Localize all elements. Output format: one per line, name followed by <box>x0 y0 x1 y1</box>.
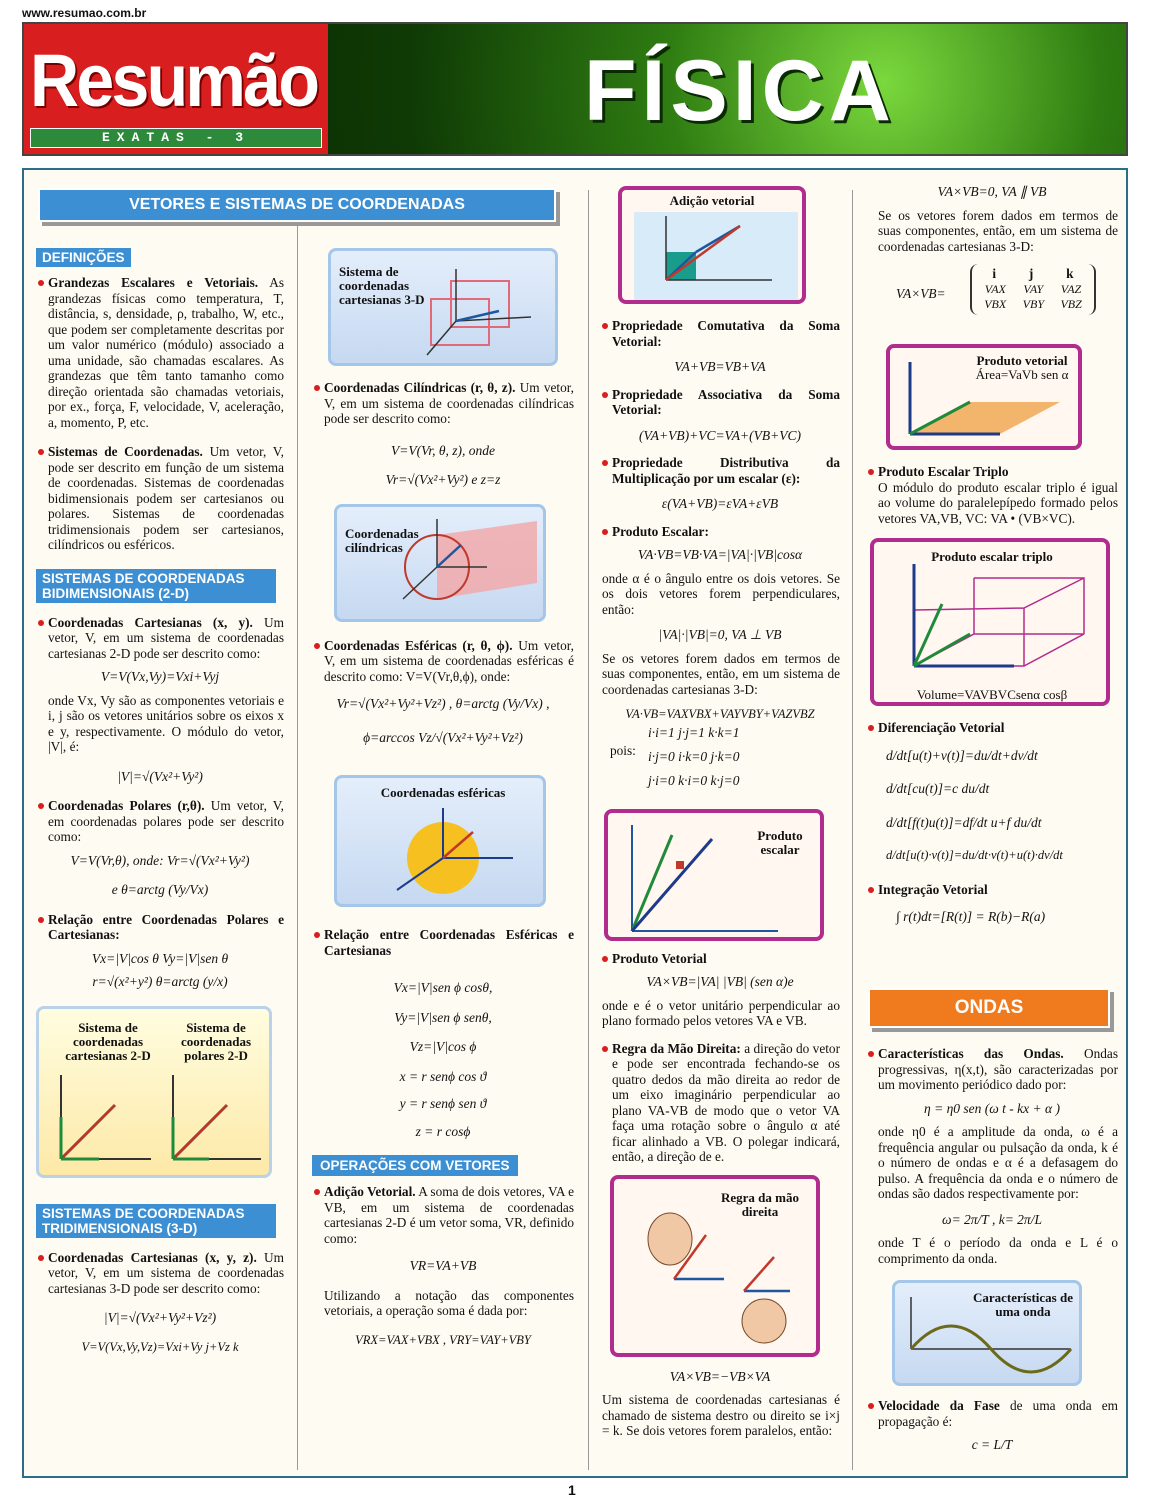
figure-dot-drawing <box>608 813 824 941</box>
equation: y = r senϕ sen ϑ <box>399 1096 487 1111</box>
bullet-spherical-cartesian: Relação entre Coordenadas Esféricas e Cartesianas <box>312 927 574 958</box>
equation: V=V(Vr,θ), onde: Vr=√(Vx²+Vy²) <box>70 852 250 868</box>
figure-3d-cartesian <box>328 248 558 366</box>
determinant-matrix: i j k VAX VAY VAZ VBX VBY VBZ <box>970 264 1096 315</box>
column-4-waves <box>866 1046 1118 1461</box>
column-1 <box>36 248 284 1363</box>
figure-2d-systems <box>36 1006 272 1178</box>
unit-vector-products: pois: i·i=1 j·j=1 k·k=1 i·j=0 i·k=0 j·k=0 j·i=0 k·i=0 k·j=0 <box>610 724 740 788</box>
equation: |V|=√(Vx²+Vy²+Vz²) <box>103 1310 217 1325</box>
figure-title: Sistema de coordenadas polares 2-D <box>180 1019 252 1063</box>
figure-addition-drawing <box>622 190 806 304</box>
bullet-vector-differentiation: Diferenciação Vetorial <box>866 720 1118 736</box>
equation: Vx=|V|sen ϕ cosθ, <box>393 980 493 995</box>
text-block: Se os vetores forem dados em termos de suas componentes, então, em um sistema de coordenadas cartesianas 3-D: <box>602 650 840 697</box>
column-divider <box>852 190 853 1470</box>
subheading-2d: SISTEMAS DE COORDENADAS BIDIMENSIONAIS (2-D) <box>36 569 276 603</box>
bullet-spherical: Coordenadas Esféricas (r, θ, ϕ). Um vetor, V, em um sistema de coordenadas esféricas é descrito como: V=V(Vr,θ,ϕ), onde: <box>312 638 574 685</box>
figure-cross-drawing <box>890 348 1082 450</box>
figure-triple-product <box>870 538 1110 706</box>
equation: i·i=1 j·j=1 k·k=1 <box>648 724 740 740</box>
figure-title: Adição vetorial <box>669 193 755 208</box>
bullet-scalars-vectors: Grandezas Escalares e Vetoriais. As grandezas físicas como temperatura, T, distância, s, densidade, ρ, trabalho, W, etc., que podem ser completamente descritas por um valor numérico (módulo) associado a uma unidade, são chamadas escalares. As grandezas que têm tanto tamanho como direção orientada são chamadas vetoriais, por ex., força, F, velocidade, V, aceleração, a, momento, P, etc. <box>36 275 284 430</box>
bullet-wave-characteristics: Características das Ondas. Ondas progressivas, η(x,t), são caracterizadas por um movimento periódico dado por: <box>866 1046 1118 1093</box>
subheading-3d: SISTEMAS DE COORDENADAS TRIDIMENSIONAIS (3-D) <box>36 1204 276 1238</box>
equation: |VA|·|VB|=0, VA ⊥ VB <box>658 627 782 642</box>
figure-title: Produto escalar <box>757 827 803 857</box>
page-number: 1 <box>568 1482 576 1498</box>
equation: x = r senϕ cos ϑ <box>399 1068 487 1084</box>
equation: c = L/T <box>971 1437 1013 1452</box>
column-4 <box>866 180 1118 933</box>
text-block: Utilizando a notação das componentes vetoriais, a operação soma é dada por: <box>324 1287 574 1318</box>
bullet-associative: Propriedade Associativa da Soma Vetorial: <box>600 387 840 418</box>
text-block: onde T é o período da onda e L é o comprimento da onda. <box>878 1235 1118 1266</box>
subheading-operations: OPERAÇÕES COM VETORES <box>312 1155 574 1176</box>
equation: i·j=0 i·k=0 j·k=0 <box>648 748 740 764</box>
figure-cross-product <box>886 344 1082 450</box>
figure-3d-drawing <box>331 251 558 366</box>
bullet-coordinate-systems: Sistemas de Coordenadas. Um vetor, V, pode ser descrito em função de um sistema de coordenadas. Sistemas de coordenadas bidimensionais podem ser cartesianos ou polares. Sistemas de coordenadas tridimensionais podem ser cartesianos, cilíndricos ou esféricos. <box>36 444 284 553</box>
figure-cylindrical-drawing <box>337 507 546 622</box>
subheading-definitions: DEFINIÇÕES <box>36 248 131 267</box>
figure-caption: Volume=VAVBVCsenα cosβ <box>916 687 1068 702</box>
figure-title: Coordenadas esféricas <box>380 785 506 800</box>
equation: Vz=|V|cos ϕ <box>409 1039 477 1054</box>
equation: Vr=√(Vx²+Vy²+Vz²) , θ=arctg (Vy/Vx) , <box>336 696 550 711</box>
equation: ϕ=arccos Vz/√(Vx²+Vy²+Vz²) <box>363 729 523 745</box>
column-2 <box>312 248 574 1356</box>
bullet-cylindrical: Coordenadas Cilíndricas (r, θ, z). Um vetor, V, em um sistema de coordenadas cilíndricas pode ser descrito como: <box>312 380 574 427</box>
equation: V=V(Vx,Vy)=Vxi+Vyj <box>100 669 220 684</box>
section-heading-waves: ONDAS <box>868 988 1110 1028</box>
equation: Vy=|V|sen ϕ senθ, <box>394 1009 492 1025</box>
bullet-vector-integration: Integração Vetorial <box>866 882 1118 898</box>
bullet-cartesian-2d: Coordenadas Cartesianas (x, y). Um vetor, V, em um sistema de coordenadas cartesianas 2-D pode ser descrito como: <box>36 615 284 662</box>
bullet-polar: Coordenadas Polares (r,θ). Um vetor, V, em coordenadas polares pode ser descrito como: <box>36 798 284 845</box>
equation: Vr=√(Vx²+Vy²) e z=z <box>385 472 501 487</box>
bullet-commutative: Propriedade Comutativa da Soma Vetorial: <box>600 318 840 349</box>
figure-cylindrical <box>334 504 546 622</box>
figure-dot-product <box>604 809 824 941</box>
figure-title: Sistema de coordenadas cartesianas 2-D <box>65 1019 151 1063</box>
equation: V=V(Vx,Vy,Vz)=Vxi+Vy j+Vz k <box>81 1339 239 1354</box>
figure-title: Características de uma onda <box>973 1290 1073 1319</box>
brand-logo <box>24 24 328 154</box>
figure-title: Sistema de coordenadas cartesianas 3-D <box>339 264 425 307</box>
page-title: FÍSICA <box>584 43 896 139</box>
cross-product-determinant: VA×VB= i j k VAX VAY VAZ VBX VBY VBZ <box>866 260 1118 330</box>
bullet-triple-product: Produto Escalar Triplo O módulo do produto escalar triplo é igual ao volume do paralelepípedo formado pelos vetores VA,VB, VC: VA • (VB×VC). <box>866 464 1118 526</box>
equation: ω= 2π/T , k= 2π/L <box>942 1211 1042 1227</box>
figure-title: Produto escalar triplo <box>931 549 1053 564</box>
equation: VR=VA+VB <box>409 1258 477 1273</box>
section-heading-vectors: VETORES E SISTEMAS DE COORDENADAS <box>38 188 556 222</box>
bullet-phase-velocity: Velocidade da Fase de uma onda em propagação é: <box>866 1398 1118 1429</box>
figure-spherical-drawing <box>337 778 546 907</box>
equation: d/dt[u(t)+v(t)]=du/dt+dv/dt <box>886 747 1038 763</box>
header-banner <box>22 22 1128 156</box>
column-divider <box>588 190 589 1470</box>
column-divider <box>297 190 298 1470</box>
equation: VA×VB=|VA| |VB| (sen α)e <box>646 974 794 989</box>
equation: VRX=VAX+VBX , VRY=VAY+VBY <box>355 1332 531 1347</box>
equation: ε(VA+VB)=εVA+εVB <box>661 496 779 511</box>
equation: j·i=0 k·i=0 k·j=0 <box>648 772 740 788</box>
figure-title: Regra da mão direita <box>721 1189 799 1219</box>
bullet-right-hand-rule: Regra da Mão Direita: a direção do vetor e pode ser encontrada fechando-se os quatro dedos da mão direita ao redor de um eixo imaginário perpendicular ao plano VA-VB de modo que o vetor VA faça uma rotação sobre o ângulo α até ficar alinhado a VB. O polegar indicará, então, a direção de e. <box>600 1041 840 1165</box>
equation: VA·VB=VB·VA=|VA|·|VB|cosα <box>637 547 803 562</box>
equation: e θ=arctg (Vy/Vx) <box>111 882 209 897</box>
figure-vector-addition <box>618 186 806 304</box>
figure-wave-drawing <box>895 1283 1082 1386</box>
equation: z = r cosϕ <box>415 1123 471 1139</box>
figure-hand-drawing <box>614 1179 820 1357</box>
equation: (VA+VB)+VC=VA+(VB+VC) <box>639 427 801 443</box>
text-block: onde e é o vetor unitário perpendicular ao plano formado pelos vetores VA e VB. <box>602 997 840 1028</box>
bullet-cartesian-3d: Coordenadas Cartesianas (x, y, z). Um vetor, V, em um sistema de coordenadas cartesianas 3-D pode ser descrito como: <box>36 1250 284 1297</box>
equation: ∫ r(t)dt=[R(t)] = R(b)−R(a) <box>896 909 1046 924</box>
figure-2d-drawing <box>39 1009 272 1178</box>
figure-right-hand-rule <box>610 1175 820 1357</box>
figure-title: Produto vetorial <box>976 353 1068 368</box>
text-block: Se os vetores forem dados em termos de suas componentes, então, em um sistema de coordenadas cartesianas 3-D: <box>878 207 1118 254</box>
equation: VA+VB=VB+VA <box>674 359 766 374</box>
text-block: onde α é o ângulo entre os dois vetores. Se os dois vetores forem perpendiculares, então: <box>602 570 840 617</box>
bullet-distributive: Propriedade Distributiva da Multiplicação por um escalar (ε): <box>600 455 840 486</box>
figure-title: Coordenadas cilíndricas <box>345 525 419 555</box>
equation: VA×VB=−VB×VA <box>669 1368 771 1384</box>
equation: V=V(Vr, θ, z), onde <box>391 442 495 458</box>
figure-spherical <box>334 775 546 907</box>
bullet-dot-product: Produto Escalar: <box>600 524 840 540</box>
site-url: www.resumao.com.br <box>22 6 147 20</box>
brand-name: Resumão <box>30 39 318 122</box>
bullet-vector-addition: Adição Vetorial. A soma de dois vetores, VA e VB, em um sistema de coordenadas cartesianas 2-D é um vetor soma, VR, definido como: <box>312 1184 574 1246</box>
equation: |V|=√(Vx²+Vy²) <box>117 768 203 784</box>
equation: d/dt[u(t)·v(t)]=du/dt·v(t)+u(t)·dv/dt <box>886 848 1063 862</box>
equation: r=√(x²+y²) θ=arctg (y/x) <box>92 974 228 989</box>
figure-subtitle: Área=VaVb sen α <box>975 367 1069 382</box>
figure-triple-drawing <box>874 542 1110 706</box>
equation: η = η0 sen (ω t - kx + α ) <box>924 1100 1060 1116</box>
column-3 <box>600 186 840 1439</box>
text-block: Um sistema de coordenadas cartesianas é chamado de sistema destro ou direito se i×j = k. Se dois vetores forem paralelos, então: <box>602 1392 840 1438</box>
text-block: onde η0 é a amplitude da onda, ω é a frequência angular ou pulsação da onda, k é o número de ondas e α é a defasagem do pulso. A frequência da onda e o número de ondas são dados respectivamente por: <box>878 1124 1118 1201</box>
figure-wave <box>892 1280 1082 1386</box>
text-block: onde Vx, Vy são as componentes vetoriais e i, j são os vetores unitários sobre os eixos x e y, respectivamente. O módulo do vetor, |V|, é: <box>48 692 284 754</box>
equation: VA×VB=0, VA ∥ VB <box>937 184 1047 199</box>
equation: VA·VB=VAXVBX+VAYVBY+VAZVBZ <box>625 707 815 721</box>
equation: Vx=|V|cos θ Vy=|V|sen θ <box>91 950 229 966</box>
bullet-cross-product: Produto Vetorial <box>600 951 840 967</box>
bullet-polar-cartesian: Relação entre Coordenadas Polares e Cartesianas: <box>36 912 284 943</box>
equation: d/dt[cu(t)]=c du/dt <box>886 781 990 796</box>
series-label: EXATAS - 3 <box>30 128 322 148</box>
equation: d/dt[f(t)u(t)]=df/dt u+f du/dt <box>886 814 1042 830</box>
